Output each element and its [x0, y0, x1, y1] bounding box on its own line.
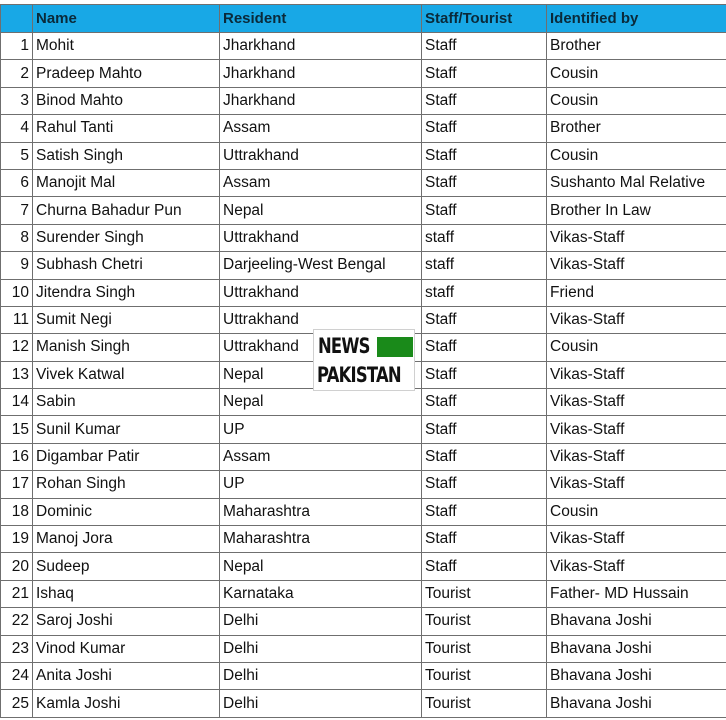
cell-resident: Delhi: [220, 690, 422, 717]
row-number: 6: [1, 169, 33, 196]
row-number: 17: [1, 471, 33, 498]
cell-identified-by: Vikas-Staff: [547, 526, 726, 553]
table-row: [1, 224, 726, 251]
cell-resident: Assam: [220, 115, 422, 142]
row-number: 15: [1, 416, 33, 443]
cell-staff-tourist: Tourist: [422, 662, 547, 689]
row-number: 23: [1, 635, 33, 662]
cell-identified-by: Bhavana Joshi: [547, 608, 726, 635]
cell-identified-by: Bhavana Joshi: [547, 635, 726, 662]
table-row: [1, 690, 726, 717]
cell-staff-tourist: Staff: [422, 169, 547, 196]
cell-name: Saroj Joshi: [33, 608, 220, 635]
cell-resident: Assam: [220, 443, 422, 470]
cell-resident: Uttrakhand: [220, 306, 422, 333]
cell-identified-by: Bhavana Joshi: [547, 690, 726, 717]
row-number: 24: [1, 662, 33, 689]
row-number: 25: [1, 690, 33, 717]
cell-resident: UP: [220, 416, 422, 443]
watermark-line1: NEWS: [318, 334, 370, 358]
cell-staff-tourist: Staff: [422, 33, 547, 60]
cell-identified-by: Father- MD Hussain: [547, 580, 726, 607]
cell-staff-tourist: Staff: [422, 60, 547, 87]
cell-name: Manoj Jora: [33, 526, 220, 553]
cell-identified-by: Vikas-Staff: [547, 389, 726, 416]
header-name: Name: [33, 5, 220, 33]
table-row: [1, 608, 726, 635]
row-number: 7: [1, 197, 33, 224]
cell-identified-by: Vikas-Staff: [547, 553, 726, 580]
cell-identified-by: Bhavana Joshi: [547, 662, 726, 689]
cell-resident: Uttrakhand: [220, 224, 422, 251]
cell-resident: Darjeeling-West Bengal: [220, 252, 422, 279]
cell-resident: Delhi: [220, 608, 422, 635]
table-row: [1, 87, 726, 114]
cell-name: Jitendra Singh: [33, 279, 220, 306]
cell-staff-tourist: Staff: [422, 553, 547, 580]
header-resident: Resident: [220, 5, 422, 33]
news-pakistan-watermark: [313, 329, 415, 391]
cell-name: Manojit Mal: [33, 169, 220, 196]
cell-name: Rahul Tanti: [33, 115, 220, 142]
cell-identified-by: Cousin: [547, 334, 726, 361]
cell-staff-tourist: staff: [422, 252, 547, 279]
cell-staff-tourist: Staff: [422, 526, 547, 553]
table-row: [1, 498, 726, 525]
cell-identified-by: Brother: [547, 115, 726, 142]
row-number: 21: [1, 580, 33, 607]
cell-resident: Uttrakhand: [220, 279, 422, 306]
cell-resident: Nepal: [220, 361, 422, 388]
table-row: [1, 580, 726, 607]
watermark-line2: PAKISTAN: [317, 363, 401, 387]
row-number: 16: [1, 443, 33, 470]
table-row: [1, 142, 726, 169]
table-row: [1, 60, 726, 87]
header-staff-tourist: Staff/Tourist: [422, 5, 547, 33]
cell-staff-tourist: Staff: [422, 443, 547, 470]
cell-staff-tourist: Tourist: [422, 690, 547, 717]
table-row: [1, 635, 726, 662]
cell-identified-by: Cousin: [547, 60, 726, 87]
cell-resident: Jharkhand: [220, 33, 422, 60]
cell-staff-tourist: Staff: [422, 197, 547, 224]
row-number: 8: [1, 224, 33, 251]
cell-staff-tourist: Staff: [422, 471, 547, 498]
cell-staff-tourist: staff: [422, 224, 547, 251]
cell-identified-by: Cousin: [547, 142, 726, 169]
table-row: [1, 169, 726, 196]
cell-name: Subhash Chetri: [33, 252, 220, 279]
cell-identified-by: Sushanto Mal Relative: [547, 169, 726, 196]
watermark-flag: [377, 337, 413, 357]
cell-resident: Delhi: [220, 635, 422, 662]
cell-name: Anita Joshi: [33, 662, 220, 689]
row-number: 9: [1, 252, 33, 279]
cell-staff-tourist: Tourist: [422, 580, 547, 607]
cell-resident: Jharkhand: [220, 87, 422, 114]
cell-name: Binod Mahto: [33, 87, 220, 114]
cell-staff-tourist: Staff: [422, 416, 547, 443]
cell-identified-by: Friend: [547, 279, 726, 306]
cell-staff-tourist: Staff: [422, 87, 547, 114]
row-number: 20: [1, 553, 33, 580]
table-row: [1, 252, 726, 279]
cell-name: Mohit: [33, 33, 220, 60]
cell-staff-tourist: Staff: [422, 306, 547, 333]
table-row: [1, 197, 726, 224]
row-number: 4: [1, 115, 33, 142]
cell-resident: Maharashtra: [220, 526, 422, 553]
cell-name: Satish Singh: [33, 142, 220, 169]
table-row: [1, 416, 726, 443]
cell-staff-tourist: Staff: [422, 142, 547, 169]
cell-staff-tourist: Staff: [422, 361, 547, 388]
cell-resident: Nepal: [220, 197, 422, 224]
cell-resident: Karnataka: [220, 580, 422, 607]
cell-name: Ishaq: [33, 580, 220, 607]
cell-resident: Nepal: [220, 389, 422, 416]
table-row: [1, 389, 726, 416]
cell-name: Kamla Joshi: [33, 690, 220, 717]
cell-name: Vivek Katwal: [33, 361, 220, 388]
cell-name: Pradeep Mahto: [33, 60, 220, 87]
cell-staff-tourist: staff: [422, 279, 547, 306]
cell-name: Dominic: [33, 498, 220, 525]
table-row: [1, 526, 726, 553]
cell-identified-by: Vikas-Staff: [547, 443, 726, 470]
header-num: [1, 5, 33, 33]
cell-name: Digambar Patir: [33, 443, 220, 470]
cell-name: Manish Singh: [33, 334, 220, 361]
cell-name: Vinod Kumar: [33, 635, 220, 662]
cell-resident: Maharashtra: [220, 498, 422, 525]
cell-staff-tourist: Tourist: [422, 608, 547, 635]
cell-staff-tourist: Staff: [422, 115, 547, 142]
table-row: [1, 471, 726, 498]
cell-staff-tourist: Staff: [422, 334, 547, 361]
table-row: [1, 33, 726, 60]
row-number: 22: [1, 608, 33, 635]
cell-identified-by: Brother: [547, 33, 726, 60]
cell-identified-by: Cousin: [547, 87, 726, 114]
header-identified-by: Identified by: [547, 5, 726, 33]
cell-identified-by: Vikas-Staff: [547, 306, 726, 333]
cell-identified-by: Vikas-Staff: [547, 361, 726, 388]
table-row: [1, 662, 726, 689]
cell-resident: Delhi: [220, 662, 422, 689]
cell-resident: Jharkhand: [220, 60, 422, 87]
cell-resident: Nepal: [220, 553, 422, 580]
cell-name: Churna Bahadur Pun: [33, 197, 220, 224]
row-number: 19: [1, 526, 33, 553]
cell-resident: Assam: [220, 169, 422, 196]
cell-identified-by: Vikas-Staff: [547, 252, 726, 279]
row-number: 13: [1, 361, 33, 388]
table-row: [1, 443, 726, 470]
cell-resident: Uttrakhand: [220, 142, 422, 169]
row-number: 3: [1, 87, 33, 114]
cell-identified-by: Vikas-Staff: [547, 471, 726, 498]
table-row: [1, 553, 726, 580]
header-row: [1, 5, 726, 33]
row-number: 2: [1, 60, 33, 87]
table-row: [1, 115, 726, 142]
cell-resident: UP: [220, 471, 422, 498]
cell-identified-by: Cousin: [547, 498, 726, 525]
cell-identified-by: Vikas-Staff: [547, 224, 726, 251]
cell-name: Surender Singh: [33, 224, 220, 251]
cell-name: Sabin: [33, 389, 220, 416]
row-number: 5: [1, 142, 33, 169]
row-number: 10: [1, 279, 33, 306]
row-number: 11: [1, 306, 33, 333]
cell-name: Rohan Singh: [33, 471, 220, 498]
cell-identified-by: Brother In Law: [547, 197, 726, 224]
cell-name: Sunil Kumar: [33, 416, 220, 443]
row-number: 14: [1, 389, 33, 416]
cell-resident: Uttrakhand: [220, 334, 422, 361]
row-number: 1: [1, 33, 33, 60]
table-row: [1, 279, 726, 306]
cell-identified-by: Vikas-Staff: [547, 416, 726, 443]
cell-staff-tourist: Staff: [422, 498, 547, 525]
cell-name: Sumit Negi: [33, 306, 220, 333]
row-number: 12: [1, 334, 33, 361]
cell-staff-tourist: Staff: [422, 389, 547, 416]
row-number: 18: [1, 498, 33, 525]
cell-staff-tourist: Tourist: [422, 635, 547, 662]
cell-name: Sudeep: [33, 553, 220, 580]
